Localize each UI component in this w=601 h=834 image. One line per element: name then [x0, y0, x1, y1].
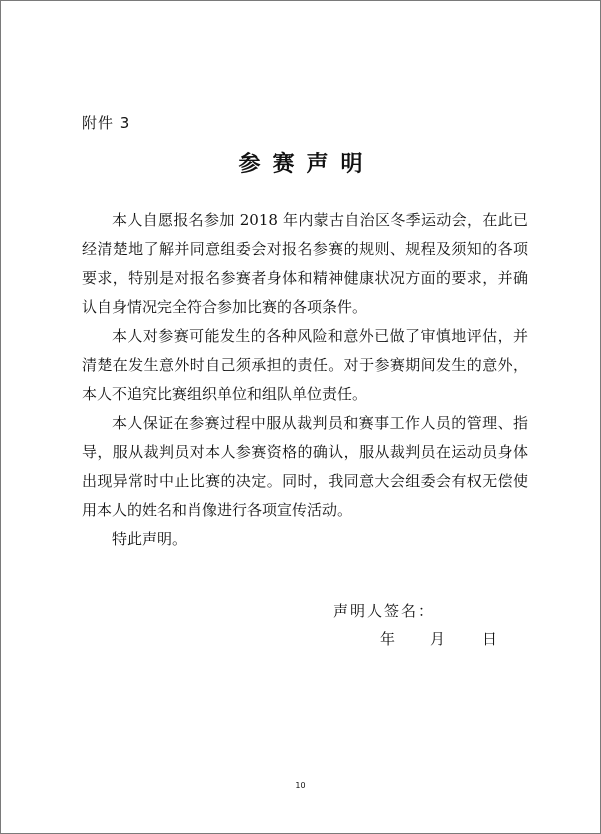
attachment-label: 附件 3 — [82, 114, 131, 132]
paragraph-risk: 本人对参赛可能发生的各种风险和意外已做了审慎地评估，并清楚在发生意外时自己须承担的责任。对于参赛期间发生的意外，本人不追究比赛组织单位和组队单位责任。 — [82, 327, 528, 403]
date-day-label: 日 — [482, 630, 498, 648]
page-number: 10 — [295, 781, 306, 790]
date-line — [380, 628, 502, 649]
date-year-label: 年 — [380, 630, 396, 648]
paragraph-compliance: 本人保证在参赛过程中服从裁判员和赛事工作人员的管理、指导，服从裁判员对本人参赛资格的确认，服从裁判员在运动员身体出现异常时中止比赛的决定。同时，我同意大会组委会有权无偿使用本人的姓名和肖像进行各项宣传活动。 — [82, 414, 528, 519]
paragraph-closing: 特此声明。 — [112, 530, 188, 548]
paragraph-registration: 本人自愿报名参加 2018 年内蒙古自治区冬季运动会，在此已经清楚地了解并同意组委会对报名参赛的规则、规程及须知的各项要求，特别是对报名参赛者身体和精神健康状况方面的要求，并确认自身情况完全符合参加比赛的各项条件。 — [82, 211, 528, 316]
declaration-body — [82, 206, 528, 554]
date-month-label: 月 — [430, 630, 446, 648]
signature-label: 声明人签名： — [333, 602, 436, 620]
document-title: 参赛声明 — [238, 152, 375, 177]
